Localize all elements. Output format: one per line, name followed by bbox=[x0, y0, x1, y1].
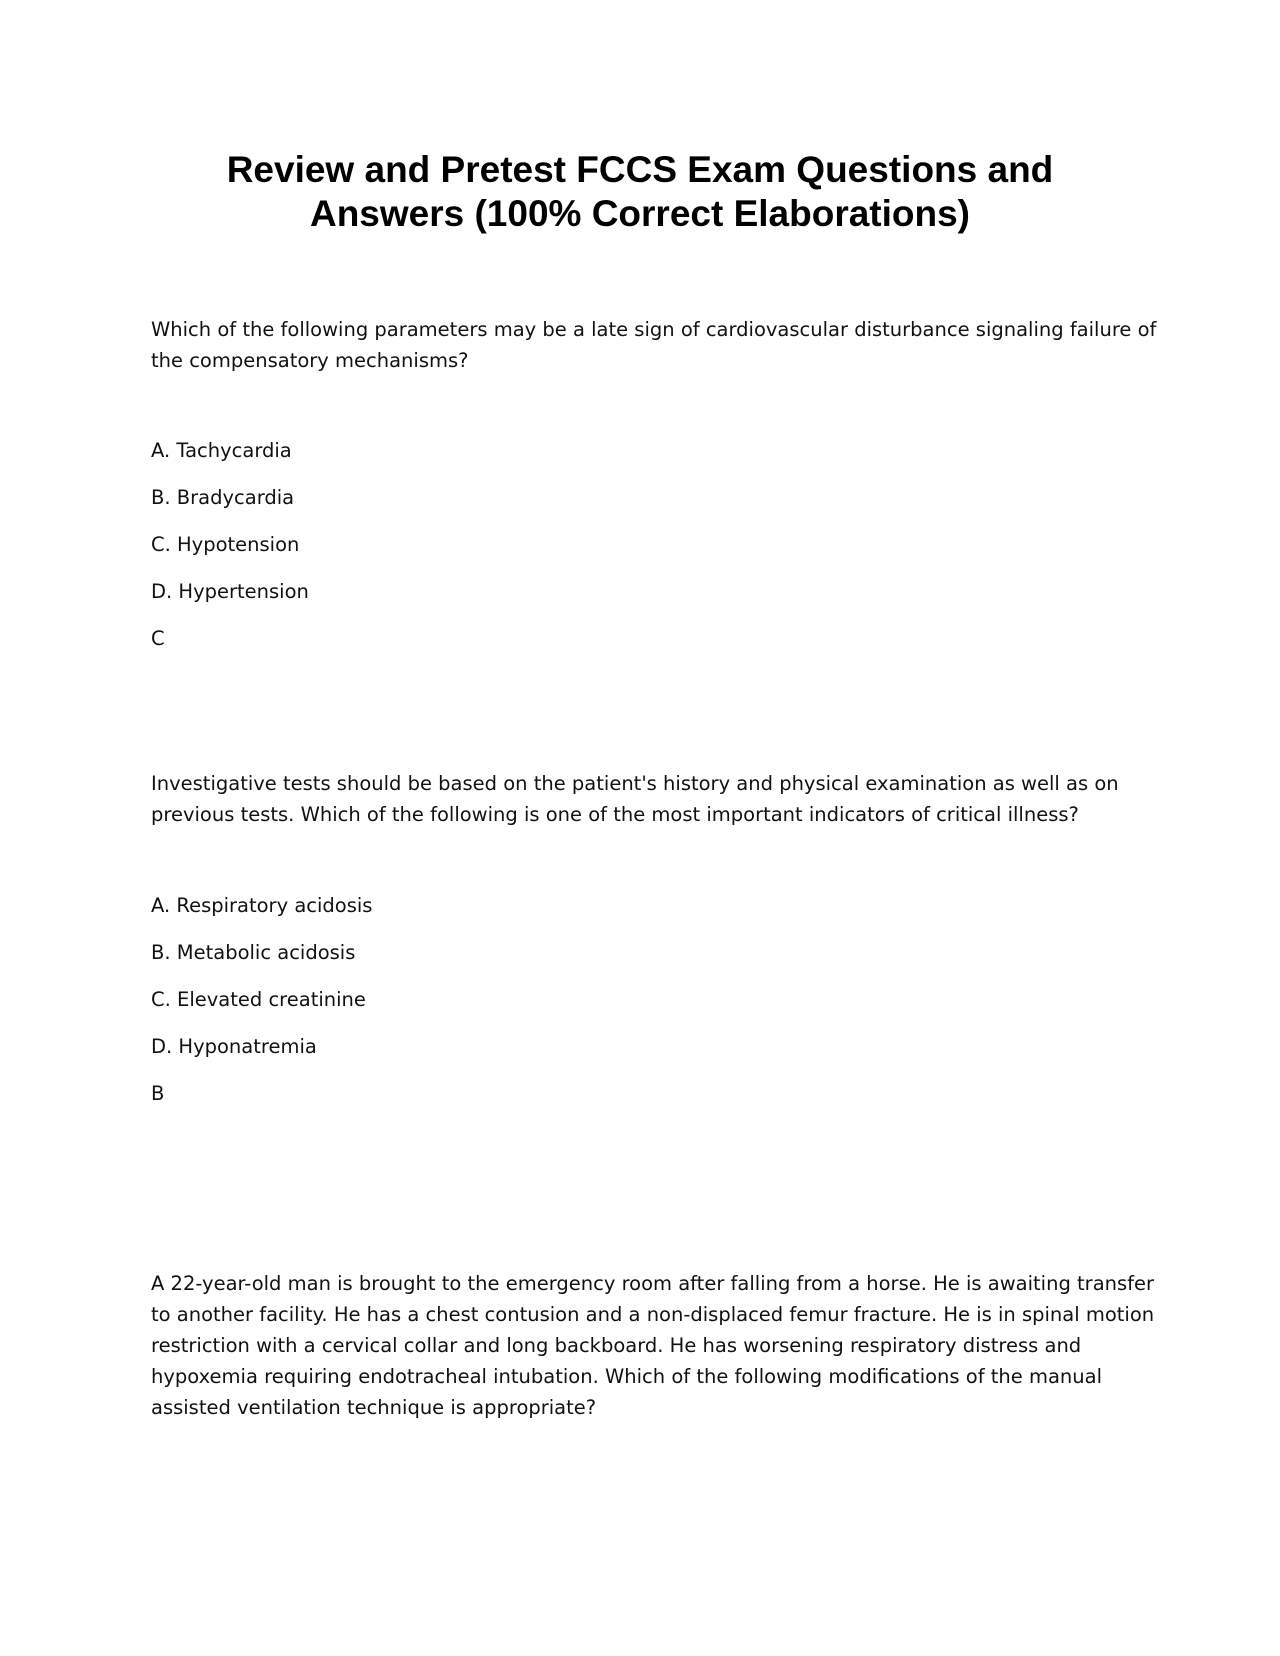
option-c: C. Hypotension bbox=[151, 533, 300, 556]
title-line: Review and Pretest FCCS Exam Questions and bbox=[226, 149, 1054, 190]
question-text-line: hypoxemia requiring endotracheal intubation. Which of the following modifications of the manual bbox=[151, 1365, 1102, 1388]
question-text-line: assisted ventilation technique is appropriate? bbox=[151, 1396, 597, 1419]
question-text-line: A 22-year-old man is brought to the emergency room after falling from a horse. He is awaiting transfer bbox=[151, 1272, 1155, 1295]
answer-key: B bbox=[151, 1082, 165, 1105]
question-text-line: restriction with a cervical collar and long backboard. He has worsening respiratory distress and bbox=[151, 1334, 1082, 1357]
option-b: B. Metabolic acidosis bbox=[151, 941, 356, 964]
document-title bbox=[150, 148, 1130, 236]
answer-key: C bbox=[151, 627, 165, 650]
option-b: B. Bradycardia bbox=[151, 486, 295, 509]
option-d: D. Hypertension bbox=[151, 580, 309, 603]
question-text bbox=[151, 768, 1119, 830]
question-text-line: Investigative tests should be based on the patient's history and physical examination as well as on bbox=[151, 772, 1119, 795]
option-c: C. Elevated creatinine bbox=[151, 988, 366, 1011]
question-text bbox=[151, 314, 1157, 376]
question-3 bbox=[151, 1268, 1155, 1423]
option-a: A. Tachycardia bbox=[151, 439, 292, 462]
question-1 bbox=[151, 314, 1157, 672]
question-text bbox=[151, 1268, 1155, 1423]
question-text-line: Which of the following parameters may be a late sign of cardiovascular disturbance signaling failure of bbox=[151, 318, 1157, 341]
answer-options bbox=[151, 892, 1111, 1080]
question-2 bbox=[151, 768, 1119, 1127]
answer-options bbox=[151, 437, 1111, 625]
question-text-line: to another facility. He has a chest contusion and a non-displaced femur fracture. He is in spinal motion bbox=[151, 1303, 1155, 1326]
option-a: A. Respiratory acidosis bbox=[151, 894, 373, 917]
title-line: Answers (100% Correct Elaborations) bbox=[309, 193, 971, 234]
question-text-line: previous tests. Which of the following is one of the most important indicators of critical illness? bbox=[151, 803, 1079, 826]
option-d: D. Hyponatremia bbox=[151, 1035, 317, 1058]
question-text-line: the compensatory mechanisms? bbox=[151, 349, 469, 372]
